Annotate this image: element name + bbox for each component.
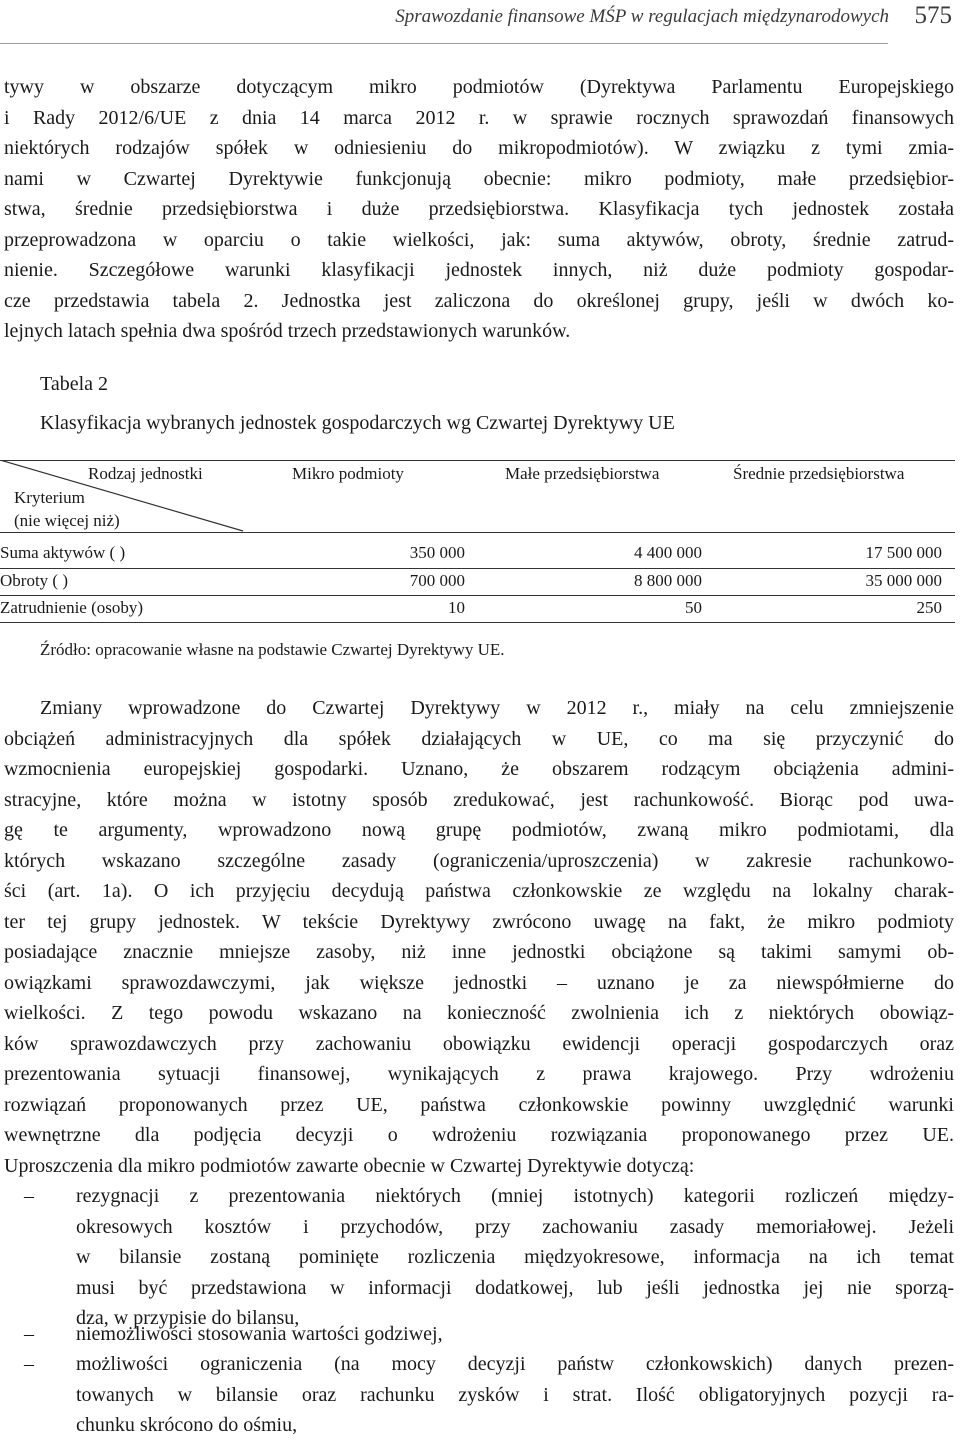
text-line: ków sprawozdawczych przy zachowaniu obowiązku ewidencji operacji gospodarczych oraz — [4, 1032, 954, 1055]
text-line: lejnych latach spełnia dwa spośród trzech przedstawionych warunków. — [4, 320, 571, 342]
text-line: nami w Czwartej Dyrektywie funkcjonują obecnie: mikro podmioty, małe przedsiębior- — [4, 167, 954, 190]
text-line: tywy w obszarze dotyczącym mikro podmiotów (Dyrektywa Parlamentu Europejskiego — [4, 76, 954, 98]
row-label-turnover: Obroty ( ) — [0, 571, 68, 590]
list-item — [0, 1349, 955, 1441]
row-label-employment: Zatrudnienie (osoby) — [0, 598, 144, 617]
column-header-micro: Mikro podmioty — [292, 464, 404, 483]
text-line: Zmiany wprowadzone do Czwartej Dyrektywy w 2012 r., miały na celu zmniejszenie — [40, 697, 954, 719]
classification-table — [0, 460, 955, 624]
page-number: 575 — [914, 2, 952, 29]
paragraph-intro — [4, 72, 954, 347]
corner-header-type: Rodzaj jednostki — [88, 464, 203, 483]
text-line: Uproszczenia dla mikro podmiotów zawarte obecnie w Czwartej Dyrektywie dotyczą: — [4, 1154, 695, 1177]
text-line: stracyjne, które można w istotny sposób zredukować, jest rachunkowość. Biorąc pod uwa- — [4, 788, 954, 811]
table-source-note: Źródło: opracowanie własne na podstawie Czwartej Dyrektywy UE. — [40, 640, 505, 659]
text-line: obciążeń administracyjnych dla spółek działających w UE, co ma się przyczynić do — [4, 727, 954, 750]
text-line: wzmocnienia europejskiej gospodarki. Uznano, że obszarem rodzącym obciążenia admini- — [4, 758, 954, 780]
text-line: nienie. Szczegółowe warunki klasyfikacji jednostek innych, niż duże podmioty gospodar- — [4, 259, 954, 281]
text-line: prezentowania sytuacji finansowej, wynikających z prawa krajowego. Przy wdrożeniu — [4, 1063, 954, 1085]
text-line: stwa, średnie przedsiębiorstwa i duże przedsiębiorstwa. Klasyfikacja tych jednostek została — [4, 198, 954, 220]
list-item — [0, 1181, 955, 1334]
text-line: możliwości ograniczenia (na mocy decyzji państw członkowskich) danych prezen- — [76, 1353, 954, 1375]
list-dash: – — [24, 1185, 34, 1207]
text-line: owiązkami sprawozdawczymi, jak większe jednostki – uznano je za niewspółmierne do — [4, 971, 954, 994]
table-row-rule — [0, 568, 955, 569]
running-title: Sprawozdanie finansowe MŚP w regulacjach międzynarodowych — [395, 6, 889, 27]
text-line: wielkości. Z tego powodu wskazano na konieczność zwolnienia ich z niektórych obowiąz- — [4, 1002, 954, 1024]
list-item — [0, 1319, 955, 1350]
cell-turnover-small: 8 800 000 — [634, 571, 702, 590]
table-header-rule — [0, 532, 955, 533]
column-header-medium: Średnie przedsiębiorstwa — [733, 464, 905, 483]
cell-assets-micro: 350 000 — [409, 543, 465, 562]
page-header — [0, 0, 960, 44]
text-line: gę te argumenty, wprowadzono nową grupę podmiotów, zwaną mikro podmiotami, dla — [4, 819, 954, 841]
cell-employment-micro: 10 — [448, 598, 465, 617]
text-line: okresowych kosztów i przychodów, przy zachowaniu zasady memoriałowej. Jeżeli — [76, 1215, 954, 1238]
text-line: rezygnacji z prezentowania niektórych (mniej istotnych) kategorii rozliczeń między- — [76, 1185, 954, 1207]
cell-employment-medium: 250 — [916, 598, 942, 617]
text-line: przeprowadzona w oparciu o takie wielkości, jak: suma aktywów, obroty, średnie zatrud- — [4, 228, 954, 251]
column-header-small: Małe przedsiębiorstwa — [505, 464, 660, 483]
text-line: chunku skrócono do ośmiu, — [76, 1414, 298, 1436]
text-line: ter tej grupy jednostek. W tekście Dyrektywy zwrócono uwagę na fakt, że mikro podmioty — [4, 910, 954, 933]
list-item-text — [76, 1181, 954, 1334]
table-label: Tabela 2 — [40, 373, 109, 395]
text-line: ści (art. 1a). O ich przyjęciu decydują państwa członkowskie ze względu na lokalny charak- — [4, 880, 954, 902]
text-line: w bilansie zostaną pominięte rozliczenia międzyokresowe, informacja na ich temat — [76, 1246, 954, 1268]
table-caption: Klasyfikacja wybranych jednostek gospodarczych wg Czwartej Dyrektywy UE — [40, 412, 675, 434]
paragraph-changes — [4, 693, 954, 1181]
text-line: musi być przedstawiona w informacji dodatkowej, lub jeśli jednostka jej nie sporzą- — [76, 1276, 954, 1299]
row-label-assets: Suma aktywów ( ) — [0, 543, 126, 562]
list-dash: – — [24, 1323, 34, 1345]
cell-assets-small: 4 400 000 — [634, 543, 702, 562]
text-line: i Rady 2012/6/UE z dnia 14 marca 2012 r. w sprawie rocznych sprawozdań finansowych — [4, 106, 954, 129]
table-bottom-rule — [0, 622, 955, 623]
text-line: posiadające znacznie mniejsze zasoby, niż inne jednostki obciążone są takimi samymi ob- — [4, 941, 954, 963]
text-line: niektórych rodzajów spółek w odniesieniu do mikropodmiotów). W związku z tymi zmia- — [4, 137, 954, 159]
cell-turnover-micro: 700 000 — [409, 571, 465, 590]
text-line: których wskazano szczególne zasady (ograniczenia/uproszczenia) w zakresie rachunkowo- — [4, 849, 954, 872]
text-line: dza, w przypisie do bilansu, — [76, 1307, 300, 1329]
text-line: niemożliwości stosowania wartości godziwej, — [76, 1323, 443, 1345]
text-line: towanych w bilansie oraz rachunku zysków i strat. Ilość obligatoryjnych pozycji ra- — [76, 1383, 954, 1406]
list-item-text — [76, 1319, 954, 1350]
list-item-text — [76, 1349, 954, 1441]
text-line: rozwiązań proponowanych przez UE, państwa członkowskie powinny uwzględnić warunki — [4, 1093, 954, 1116]
cell-assets-medium: 17 500 000 — [865, 543, 942, 562]
list-dash: – — [24, 1353, 34, 1375]
cell-employment-small: 50 — [685, 598, 702, 617]
cell-turnover-medium: 35 000 000 — [865, 571, 942, 590]
corner-header-criterion: Kryterium — [14, 488, 85, 507]
text-line: wewnętrzne dla podjęcia decyzji o wdrożeniu rozwiązania proponowanego przez UE. — [4, 1124, 954, 1146]
text-line: cze przedstawia tabela 2. Jednostka jest zaliczona do określonej grupy, jeśli w dwóch ko- — [4, 289, 954, 312]
table-row-rule — [0, 595, 955, 596]
corner-header-limit: (nie więcej niż) — [14, 511, 120, 530]
header-rule — [0, 43, 888, 44]
